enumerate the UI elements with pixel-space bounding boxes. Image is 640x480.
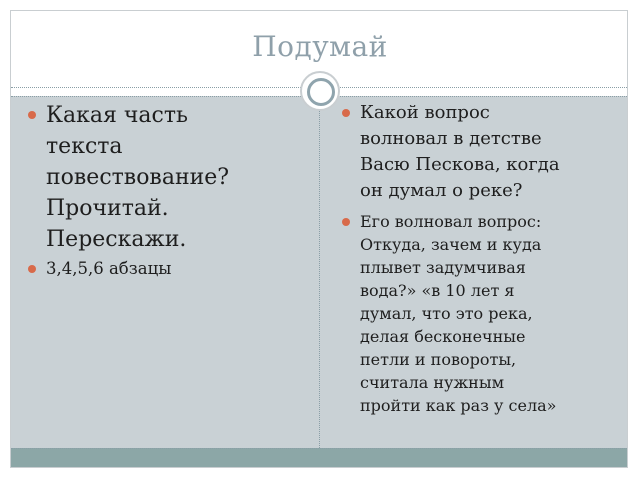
right-bullet-answer: [340, 210, 625, 417]
bullet-line: повествование?: [46, 165, 230, 190]
left-bullet-question: [26, 100, 316, 255]
bullet-line: вода?» «в 10 лет я: [360, 281, 515, 300]
bullet-line: Его волновал вопрос:: [360, 212, 542, 231]
bullet-line: думал, что это река,: [360, 304, 533, 323]
bullet-line: Какая часть: [46, 103, 189, 128]
right-bullet-question: [340, 100, 625, 204]
left-bullet-answer: [26, 257, 316, 281]
bottom-divider: [11, 448, 627, 449]
bullet-line: Какой вопрос: [360, 102, 490, 123]
bullet-line: считала нужным: [360, 373, 505, 392]
bullet-dot-icon: [342, 109, 350, 117]
bullet-line: пройти как раз у села»: [360, 396, 557, 415]
left-column: [26, 100, 316, 281]
bullet-line: текста: [46, 134, 123, 159]
bullet-line: 3,4,5,6 абзацы: [46, 259, 172, 278]
right-column: [340, 100, 625, 417]
bullet-line: Прочитай.: [46, 196, 169, 221]
bullet-line: Перескажи.: [46, 227, 187, 252]
bullet-dot-icon: [28, 111, 36, 119]
bullet-line: Откуда, зачем и куда: [360, 235, 542, 254]
slide-title: Подумай: [252, 30, 388, 63]
bullet-line: плывет задумчивая: [360, 258, 526, 277]
column-divider: [319, 96, 320, 448]
bullet-line: делая бесконечные: [360, 327, 526, 346]
bullet-line: Васю Пескова, когда: [360, 154, 560, 175]
bullet-dot-icon: [342, 218, 350, 226]
bullet-dot-icon: [28, 265, 36, 273]
bottom-band: [11, 448, 627, 467]
bullet-line: он думал о реке?: [360, 180, 523, 201]
bullet-line: волновал в детстве: [360, 128, 542, 149]
bullet-line: петли и повороты,: [360, 350, 517, 369]
